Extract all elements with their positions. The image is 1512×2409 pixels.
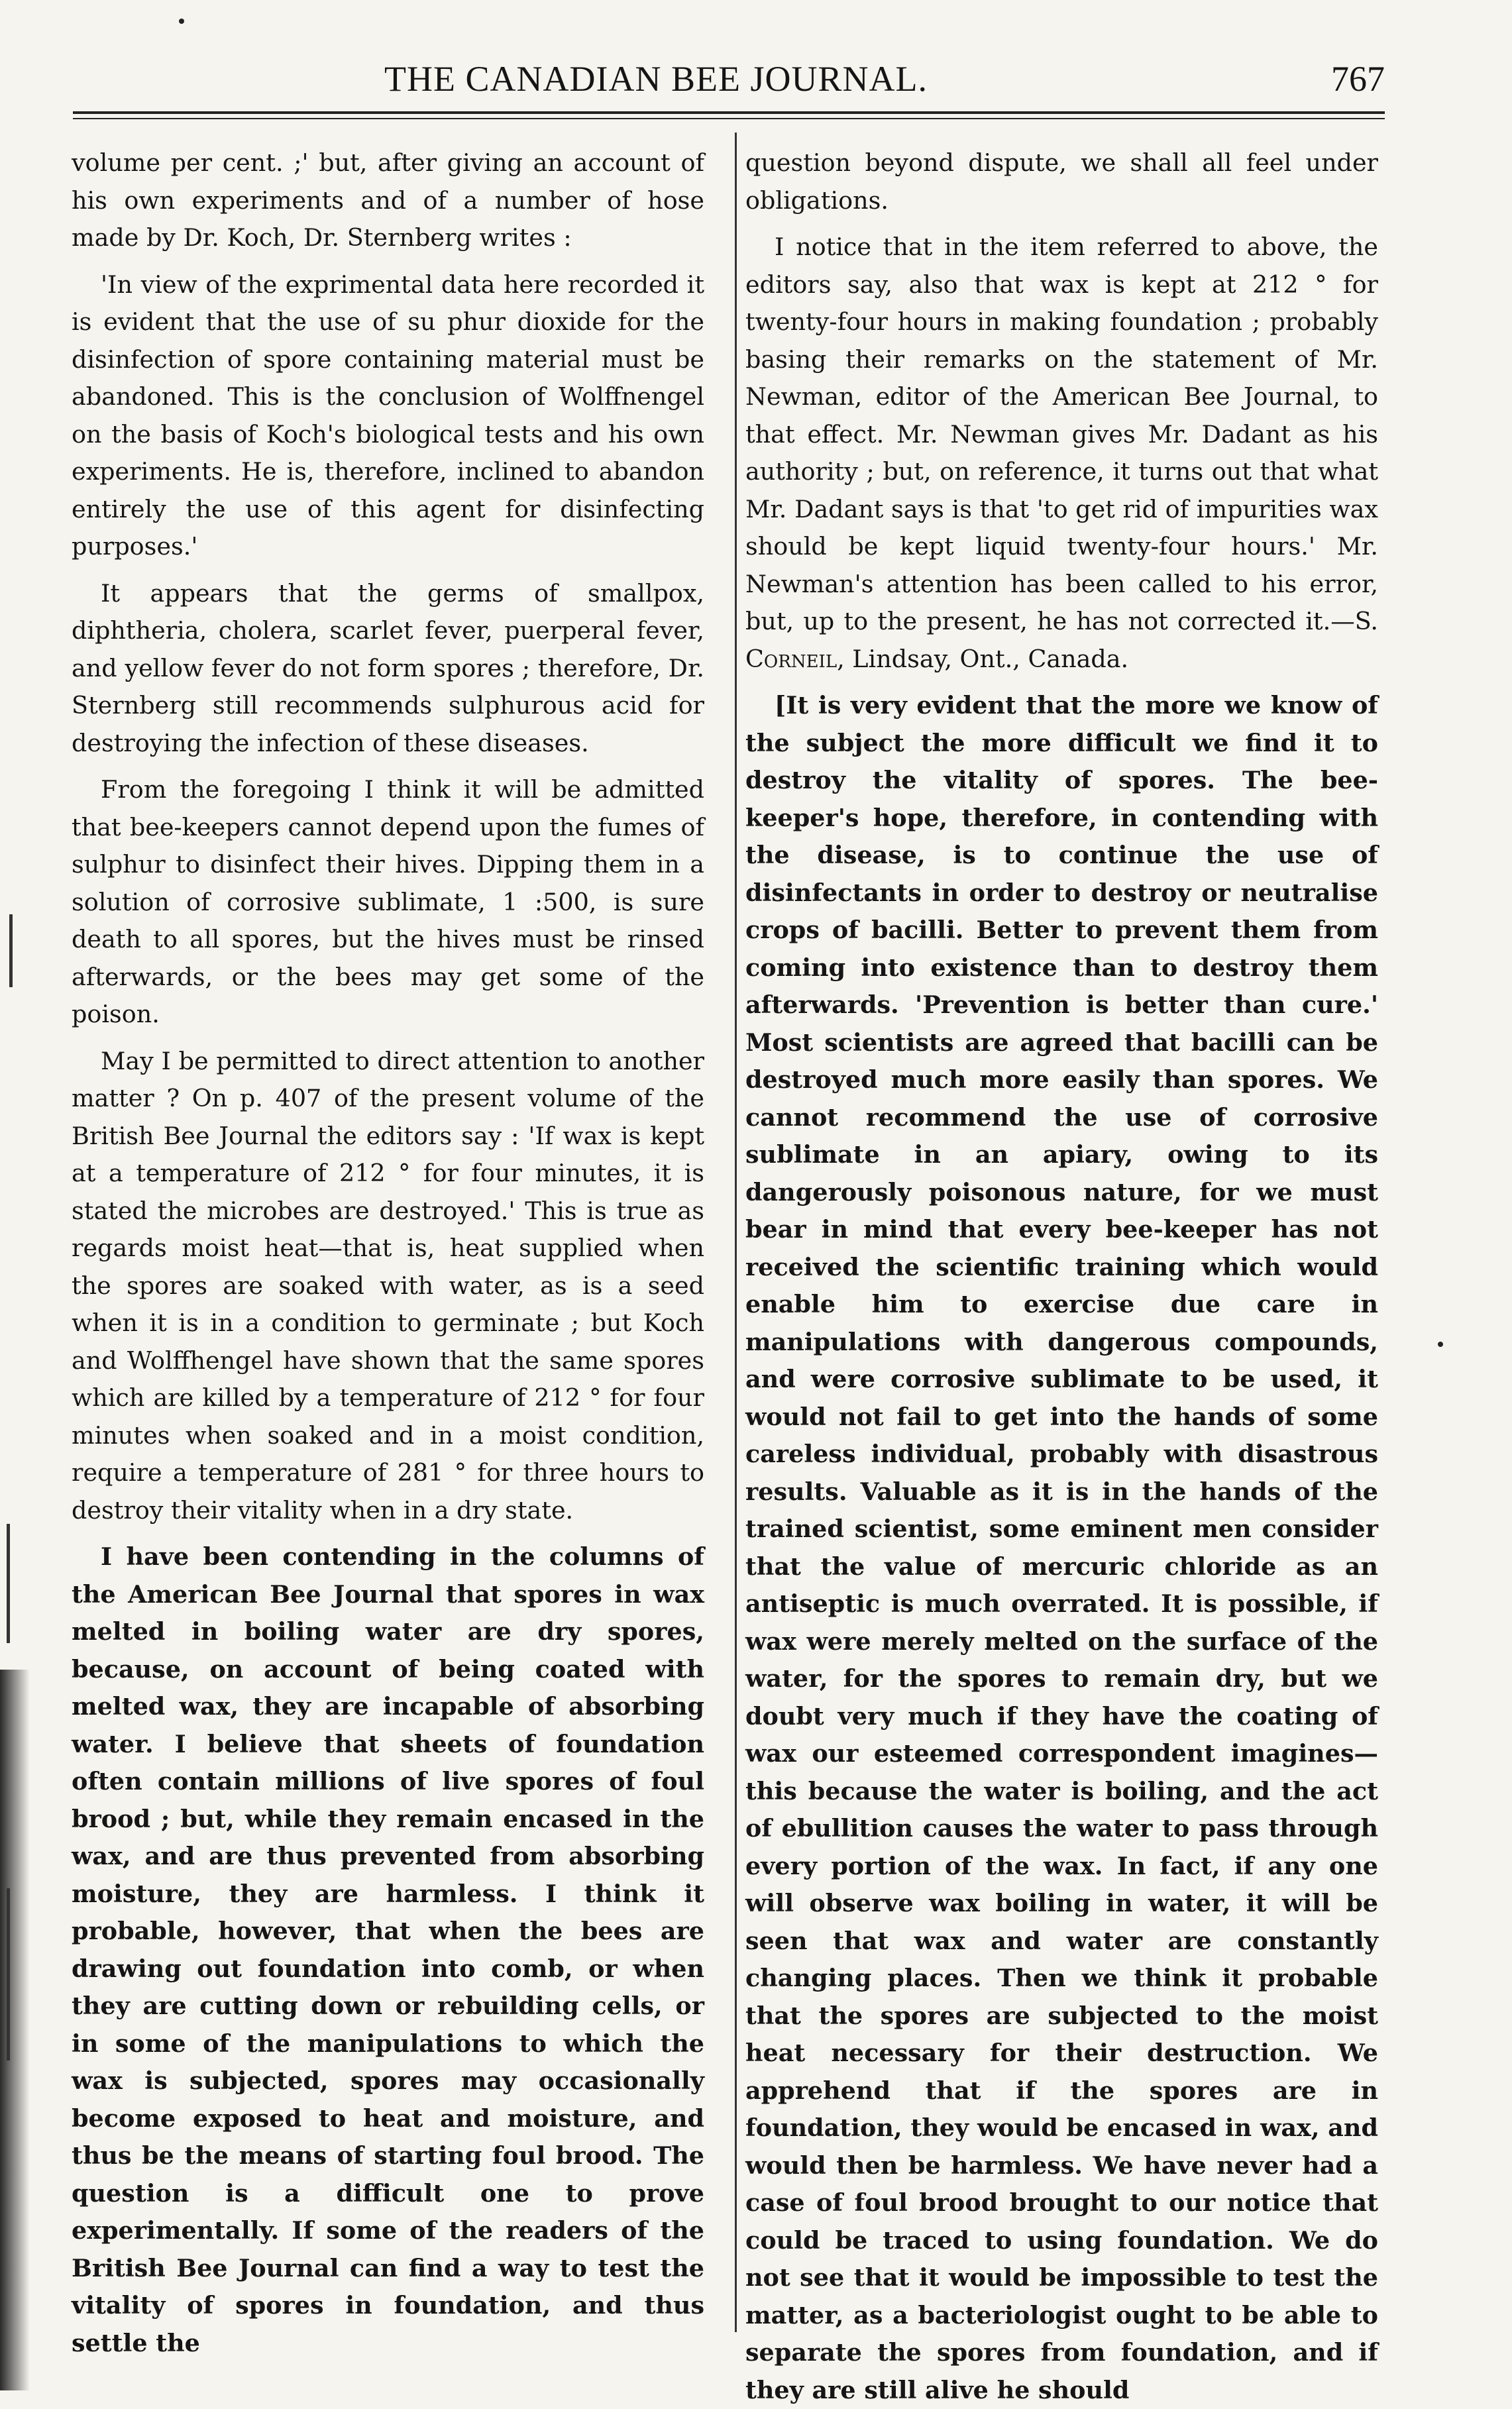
margin-mark [7,1888,10,2061]
right-column [745,144,1378,2409]
left-column [72,144,704,2362]
margin-mark [7,1524,10,1643]
editorial-note: [It is very evident that the more we know of the subject the more difficult we find it to destroy the vitality of spores. The bee-keeper's hope, therefore, in contending with the disease, is to continue the use of disinfectants in order to destroy or neutralise crops of bacilli. Better to prevent them from coming into existence than to destroy them afterwards. 'Prevention is better than cure.' Most scientists are agreed that bacilli can be destroyed much more easily than spores. We cannot recommend the use of corrosive sublimate in an apiary, owing to its dangerously poisonous nature, for we must bear in mind that every bee-keeper has not received the scientific training which would enable him to exercise due care in manipulations with dangerous compounds, and were corrosive sublimate to be used, it would not fail to get into the hands of some careless individual, probably with disastrous results. Valuable as it is in the hands of the trained scientist, some eminent men consider that the value of mercuric chloride as an antiseptic is much overrated. It is possible, if wax were merely melted on the surface of the water, for the spores to remain dry, but we doubt very much if they have the coating of wax our esteemed correspondent imagines—this because the water is boiling, and the act of ebullition causes the water to pass through every portion of the wax. In fact, if any one will observe wax boiling in water, it will be seen that wax and water are constantly changing places. Then we think it probable that the spores are subjected to the moist heat necessary for their destruction. We apprehend that if the spores are in foundation, they would be encased in wax, and would then be harmless. We have never had a case of foul brood brought to our notice that could be traced to using foundation. We do not see that it would be impossible to test the matter, as a bacteriologist ought to be able to separate the spores from foundation, and if they are still alive he should [745,691,1378,2404]
paragraph: It appears that the germs of smallpox, diphtheria, cholera, scarlet fever, puerperal fever, and yellow fever do not form spores ; therefore, Dr. Sternberg still recommends sulphurous acid for destroying the infection of these diseases. [72,578,704,757]
header-rule-thick [73,111,1385,114]
paragraph-continuation: question beyond dispute, we shall all feel under obligations. [745,148,1378,215]
binding-shadow [0,1670,30,2390]
journal-title: THE CANADIAN BEE JOURNAL. [384,59,928,99]
header-rule-thin [73,118,1385,119]
paragraph: From the foregoing I think it will be admitted that bee-keepers cannot depend upon the fumes of sulphur to disinfect their hives. Dipping them in a solution of corrosive sublimate, 1 :500, is sure death to all spores, but the hives must be rinsed afterwards, or the bees may get some of the poison. [72,775,704,1028]
paragraph-continuation: volume per cent. ;' but, after giving an account of his own experiments and of a number of hose made by Dr. Koch, Dr. Sternberg writes : [72,148,704,252]
paragraph: I have been contending in the columns of the American Bee Journal that spores in wax melted in boiling water are dry spores, because, on account of being coated with melted wax, they are incapable of absorbing water. I believe that sheets of foundation often contain millions of live spores of foul brood ; but, while they remain encased in the wax, and are thus prevented from absorbing moisture, they are harmless. I think it probable, however, that when the bees are drawing out foundation into comb, or when they are cutting down or rebuilding cells, or in some of the manipulations to which the wax is subjected, spores may occasionally become exposed to heat and moisture, and thus be the means of starting foul brood. The question is a difficult one to prove experimentally. If some of the readers of the British Bee Journal can find a way to test the vitality of spores in foundation, and thus settle the [72,1542,704,2357]
margin-mark [9,914,13,987]
author-location: , Lindsay, Ont., Canada. [837,644,1129,673]
paragraph: May I be permitted to direct attention to another matter ? On p. 407 of the present volume of the British Bee Journal the editors say : 'If wax is kept at a temperature of 212 ° for four minutes, it is stated the microbes are destroyed.' This is true as regards moist heat—that is, heat supplied when the spores are soaked with water, as is a seed when it is in a condition to germinate ; but Koch and Wolffhengel have shown that the same spores which are killed by a temperature of 212 ° for four minutes when soaked and in a moist condition, require a temperature of 281 ° for three hours to destroy their vitality when in a dry state. [72,1046,704,1525]
paragraph-text: I notice that in the item referred to above, the editors say, also that wax is kept at 212 ° for twenty-four hours in making foundation ; probably basing their remarks on the statement of Mr. Newman, editor of the American Bee Journal, to that effect. Mr. Newman gives Mr. Dadant as his authority ; but, on reference, it turns out that what Mr. Dadant says is that 'to get rid of impurities wax should be kept liquid twenty-four hours.' Mr. Newman's attention has been called to his error, but, up to the present, he has not corrected it.—S. [745,233,1378,635]
page-number: 767 [1331,59,1385,99]
author-signature: Corneil [745,644,837,673]
column-divider [735,133,737,2332]
paragraph-with-signature [745,229,1378,678]
print-speck [179,19,184,24]
paragraph-quotation: 'In view of the exprimental data here recorded it is evident that the use of su phur dioxide for the disinfection of spore containing material must be abandoned. This is the conclusion of Wolffnengel on the basis of Koch's biological tests and his own experiments. He is, therefore, inclined to abandon entirely the use of this agent for disinfecting purposes.' [72,270,704,561]
print-speck [1438,1342,1443,1347]
page-header [73,58,1385,105]
